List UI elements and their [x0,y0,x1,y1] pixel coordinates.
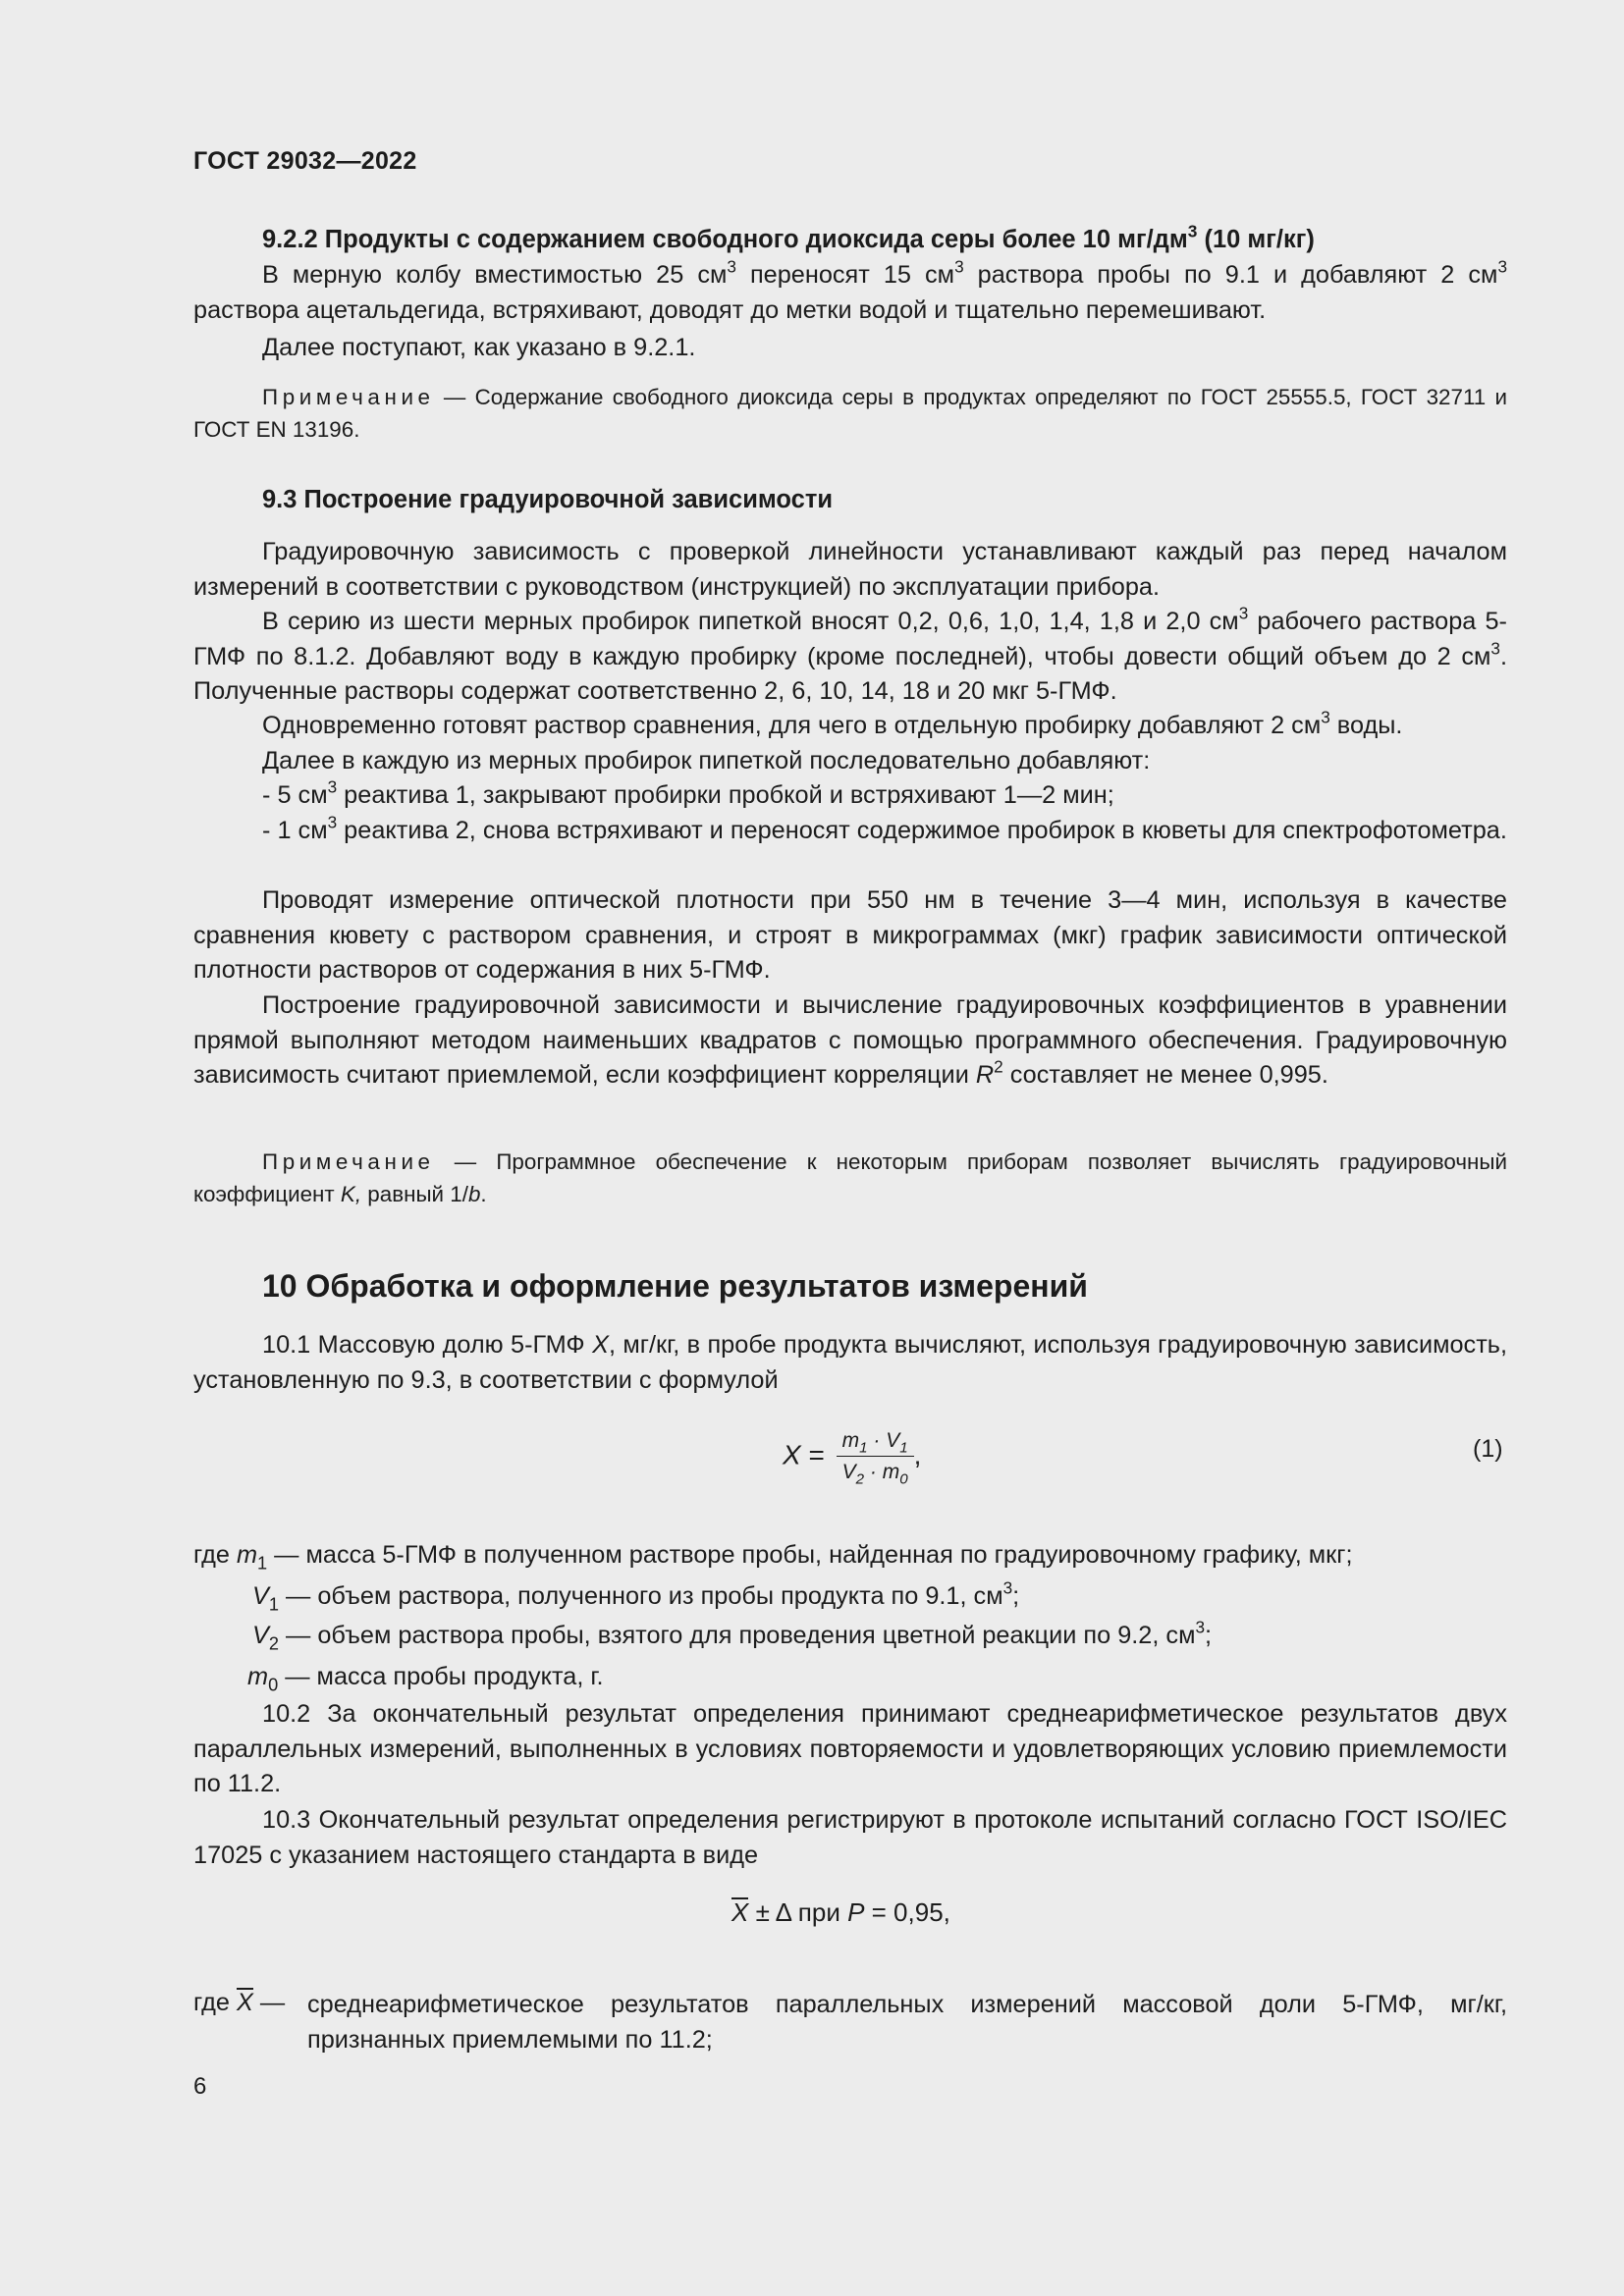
section-10-title: 10 Обработка и оформление результатов измерений [262,1268,1088,1304]
s922-note: Примечание — Содержание свободного диоксида серы в продуктах определяют по ГОСТ 25555.5, ГОСТ 32711 и ГОСТ EN 13196. [193,385,1507,442]
s10-paragraph-3: 10.3 Окончательный результат определения регистрируют в протоколе испытаний согласно ГОСТ ISO/IEC 17025 с указанием настоящего стандарта в виде [193,1806,1507,1869]
s922-paragraph-2: Далее поступают, как указано в 9.2.1. [262,334,696,361]
s93-paragraph-2: В серию из шести мерных пробирок пипеткой вносят 0,2, 0,6, 1,0, 1,4, 1,8 и 2,0 $см^3$ рабочего раствора 5-ГМФ по 8.1.2. Добавляют воду в каждую пробирку (кроме последней), чтобы довести общий объем до 2 $см^3$. Полученные растворы содержат соответственно 2, 6, 10, 14, 18 и 20 мкг 5-ГМФ. [193,603,1507,705]
s922-paragraph-1: В мерную колбу вместимостью 25 $см^3$ переносят 15 $см^3$ раствора пробы по 9.1 и добавляют 2 $см^3$ раствора ацетальдегида, встряхивают, доводят до метки водой и тщательно перемешивают. [193,256,1507,324]
document-header: ГОСТ 29032—2022 [193,147,417,175]
formula-1: X = $\frac{m_1 \cdot V_1}{V_2 \cdot m_0}$ , [783,1429,922,1488]
where-item-xbar: где X — [193,1989,286,2016]
s93-paragraph-4: Далее в каждую из мерных пробирок пипеткой последовательно добавляют: [262,747,1151,774]
s93-list-item-1: - 5 $см^3$ реактива 1, закрывают пробирки пробкой и встряхивают 1—2 мин; [262,776,1114,809]
s10-paragraph-1: 10.1 Массовую долю 5-ГМФ X, мг/кг, в пробе продукта вычисляют, используя градуировочную зависимость, установленную по 9.3, в соответствии с формулой [193,1331,1507,1394]
formula-fraction: $\frac{m_1 \cdot V_1}{V_2 \cdot m_0}$ [837,1429,914,1484]
formula-number: (1) [1473,1435,1503,1463]
s93-list-item-2: - 1 $см^3$ реактива 2, снова встряхивают и переносят содержимое пробирок в кюветы для спектрофотометра. [262,812,1507,844]
s93-note: Примечание — Программное обеспечение к некоторым приборам позволяет вычислять градуировочный коэффициент K, равный 1/b. [193,1149,1507,1206]
s93-paragraph-1: Градуировочную зависимость с проверкой линейности устанавливают каждый раз перед началом измерений в соответствии с руководством (инструкцией) по эксплуатации прибора. [193,538,1507,601]
result-expression: X ± Δ при P = 0,95, [731,1897,950,1927]
section-9-2-2-title: 9.2.2 Продукты с содержанием свободного диоксида серы более 10 $мг/дм^3$ (10 мг/кг) [262,221,1315,253]
where-item-xbar-text: среднеарифметическое результатов параллельных измерений массовой доли 5-ГМФ, мг/кг, признанных приемлемыми по 11.2; [307,1991,1507,2054]
where-item-m1: где $m_1$ — масса 5-ГМФ в полученном растворе пробы, найденная по градуировочному графику, мкг; [193,1541,1353,1574]
where-item-v2: $V_2$ — объем раствора пробы, взятого для проведения цветной реакции по 9.2, $см^3$; [252,1617,1213,1654]
where-item-m0: $m_0$ — масса пробы продукта, г. [247,1663,604,1695]
s93-paragraph-3: Одновременно готовят раствор сравнения, для чего в отдельную пробирку добавляют 2 $см^3$ воды. [262,707,1403,739]
s93-paragraph-7: Проводят измерение оптической плотности при 550 нм в течение 3—4 мин, используя в качестве сравнения кювету с раствором сравнения, и строят в микрограммах (мкг) график зависимости оптической плотности растворов от содержания в них 5-ГМФ. [193,886,1507,984]
where-item-v1: $V_1$ — объем раствора, полученного из пробы продукта по 9.1, $см^3$; [252,1577,1020,1615]
section-9-3-title: 9.3 Построение градуировочной зависимости [262,486,834,513]
s10-paragraph-2: 10.2 За окончательный результат определения принимают среднеарифметическое результатов двух параллельных измерений, выполненных в условиях повторяемости и удовлетворяющих условию приемлемости по 11.2. [193,1700,1507,1797]
s93-paragraph-8: Построение градуировочной зависимости и вычисление градуировочных коэффициентов в уравнении прямой выполняют методом наименьших квадратов с помощью программного обеспечения. Градуировочную зависимость считают приемлемой, если коэффициент корреляции $R^2$ составляет не менее 0,995. [193,991,1507,1089]
page-number: 6 [193,2073,207,2100]
